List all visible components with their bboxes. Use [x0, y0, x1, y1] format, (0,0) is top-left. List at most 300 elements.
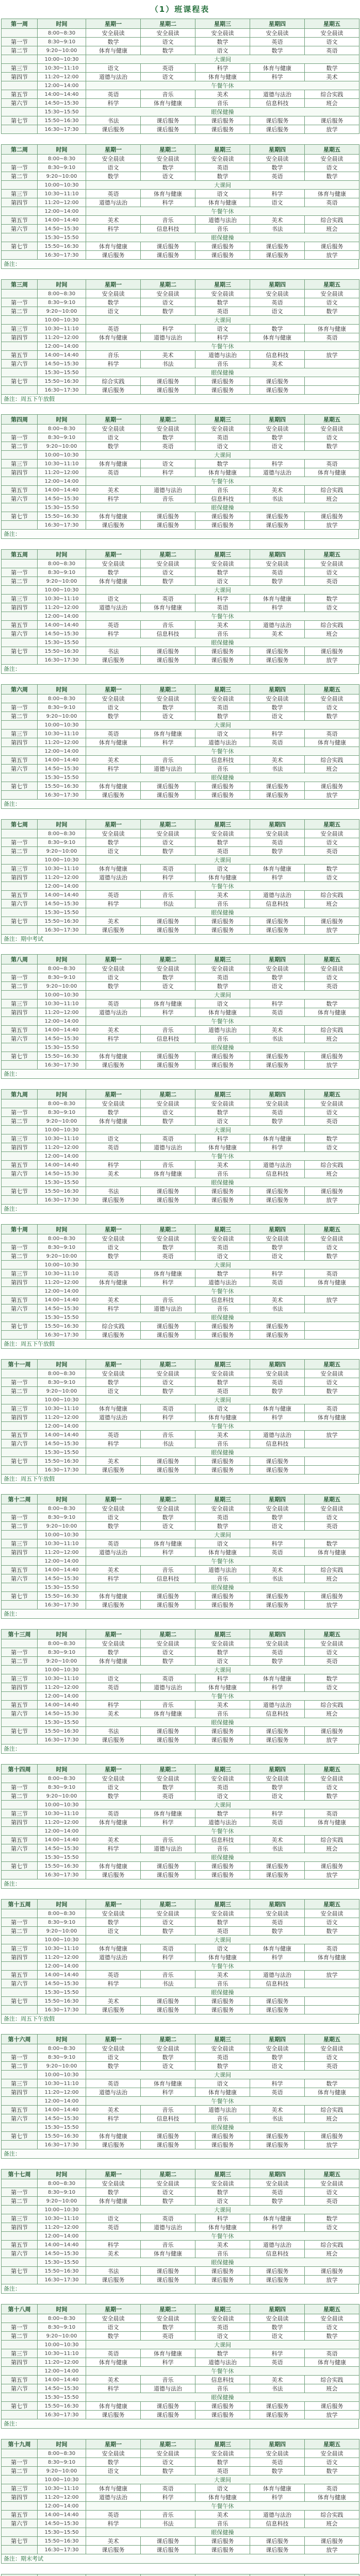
subject-cell: 体育与健康: [195, 468, 250, 477]
subject-cell: 数学: [141, 1387, 195, 1396]
table-row: [2, 973, 359, 982]
break-row: [2, 55, 359, 64]
timetable: [1, 819, 359, 935]
period-label: 第六节: [2, 1170, 38, 1178]
subject-cell: 音乐: [141, 1026, 195, 1035]
subject-cell: 课后服务: [250, 1457, 305, 1466]
subject-cell: 课后服务: [141, 1457, 195, 1466]
period-label: 第四节: [2, 1548, 38, 1557]
subject-cell: 课后服务: [195, 2402, 250, 2411]
subject-cell: 课后服务: [141, 521, 195, 530]
subject-cell: 语文: [305, 838, 359, 847]
time-cell: 11:20~12:00: [38, 1008, 86, 1017]
subject-cell: 道德与法治: [250, 1701, 305, 1709]
subject-cell: 音乐: [141, 216, 195, 225]
time-cell: 16:30~17:30: [38, 2411, 86, 2419]
time-cell: 14:50~15:30: [38, 99, 86, 108]
subject-cell: 信息科技: [250, 1979, 305, 1988]
period-label: [2, 1178, 38, 1187]
subject-cell: 课后服务: [141, 782, 195, 791]
weekday-header: 星期五: [305, 2170, 359, 2179]
subject-cell: 语文: [305, 2458, 359, 2467]
subject-cell: [305, 1979, 359, 1988]
period-label: [2, 2276, 38, 2284]
weekday-header: 星期三: [195, 1225, 250, 1234]
time-cell: 8:00~8:30: [38, 1909, 86, 1918]
subject-cell: 英语: [250, 2358, 305, 2367]
subject-cell: 放学: [305, 1196, 359, 1205]
time-cell: 16:30~17:30: [38, 2276, 86, 2284]
table-row: [2, 2114, 359, 2123]
subject-cell: 体育与健康: [250, 865, 305, 873]
subject-cell: 音乐: [195, 1439, 250, 1448]
break-row: [2, 991, 359, 999]
time-cell: 15:30~15:50: [38, 2123, 86, 2132]
table-row: [2, 791, 359, 800]
table-row: [2, 1108, 359, 1117]
time-cell: 16:30~17:30: [38, 125, 86, 134]
subject-cell: 体育与健康: [86, 1818, 141, 1827]
week-section: [1, 549, 359, 674]
subject-cell: 科学: [195, 64, 250, 73]
break-row: [2, 908, 359, 917]
subject-cell: 英语: [250, 2458, 305, 2467]
weekday-header: 星期五: [305, 1495, 359, 1504]
period-label: 第一节: [2, 433, 38, 442]
weekday-header: 星期三: [195, 1765, 250, 1774]
period-label: 第四节: [2, 738, 38, 747]
break-label: 午餐午休: [86, 477, 359, 486]
break-label: 午餐午休: [86, 2502, 359, 2511]
table-row: [2, 1052, 359, 1061]
subject-cell: 课后服务: [305, 647, 359, 656]
weekday-header: [141, 2574, 195, 2576]
subject-cell: 科学: [86, 2114, 141, 2123]
subject-cell: 道德与法治: [250, 2511, 305, 2519]
weekday-header: [250, 2574, 305, 2576]
subject-cell: 安全晨读: [305, 1234, 359, 1243]
time-cell: 12:00~14:00: [38, 1422, 86, 1431]
table-row: [2, 1918, 359, 1927]
period-label: 第三节: [2, 1944, 38, 1953]
subject-cell: 课后服务: [250, 1727, 305, 1736]
subject-cell: 体育与健康: [141, 1170, 195, 1178]
time-cell: 8:30~9:10: [38, 433, 86, 442]
subject-cell: 课后服务: [86, 2006, 141, 2014]
weekday-header: 星期四: [250, 1360, 305, 1369]
period-label: 第七节: [2, 2132, 38, 2141]
subject-cell: 班会: [305, 1170, 359, 1178]
week-label: 第十四周: [2, 1765, 38, 1774]
subject-cell: 科学: [250, 1269, 305, 1278]
subject-cell: 科学: [86, 630, 141, 638]
subject-cell: 美术: [195, 1971, 250, 1979]
subject-cell: 体育与健康: [86, 242, 141, 251]
subject-cell: 英语: [195, 1927, 250, 1936]
subject-cell: 课后服务: [305, 1052, 359, 1061]
subject-cell: 语文: [141, 568, 195, 577]
subject-cell: 体育与健康: [141, 99, 195, 108]
weekday-header: 星期五: [305, 145, 359, 155]
table-row: [2, 2511, 359, 2519]
subject-cell: 科学: [141, 873, 195, 882]
subject-cell: 美术: [195, 2241, 250, 2249]
weekday-header: 星期一: [86, 145, 141, 155]
break-row: [2, 2476, 359, 2484]
week-section: [1, 684, 359, 809]
period-label: 第三节: [2, 1539, 38, 1548]
subject-cell: 安全晨读: [86, 1639, 141, 1648]
subject-cell: 课后服务: [141, 1052, 195, 1061]
break-label: 大课间: [86, 2476, 359, 2484]
break-label: 午餐午休: [86, 2232, 359, 2241]
time-cell: 14:00~14:40: [38, 1836, 86, 1844]
period-label: [2, 638, 38, 647]
subject-cell: 科学: [250, 603, 305, 612]
table-row: [2, 155, 359, 163]
period-label: 第一节: [2, 973, 38, 982]
period-label: 第四节: [2, 873, 38, 882]
timetable: [1, 1764, 359, 1879]
subject-cell: 英语: [305, 1117, 359, 1126]
subject-cell: 放学: [305, 1296, 359, 1304]
week-section: [1, 279, 359, 404]
break-row: [2, 1801, 359, 1809]
subject-cell: 课后服务: [141, 1187, 195, 1196]
subject-cell: 综合实践: [305, 2511, 359, 2519]
subject-cell: 安全晨读: [305, 1369, 359, 1378]
weekday-header: 星期一: [86, 280, 141, 290]
timetable: [1, 144, 359, 260]
period-label: 第一节: [2, 2053, 38, 2062]
week-label: 第五周: [2, 550, 38, 560]
time-cell: 15:30~15:50: [38, 2528, 86, 2537]
subject-cell: 体育与健康: [86, 577, 141, 586]
subject-cell: 数学: [86, 982, 141, 991]
period-label: [2, 451, 38, 460]
subject-cell: 英语: [141, 2214, 195, 2223]
subject-cell: 安全晨读: [141, 964, 195, 973]
time-cell: 9:20~10:00: [38, 2197, 86, 2206]
time-cell: 8:30~9:10: [38, 568, 86, 577]
subject-cell: 课后服务: [195, 2006, 250, 2014]
time-cell: 10:30~11:10: [38, 1404, 86, 1413]
subject-cell: 道德与法治: [250, 1431, 305, 1439]
subject-cell: 英语: [305, 577, 359, 586]
subject-cell: 安全晨读: [86, 1369, 141, 1378]
table-row: [2, 1979, 359, 1988]
subject-cell: 综合实践: [305, 2376, 359, 2384]
subject-cell: 体育与健康: [141, 999, 195, 1008]
period-label: 第四节: [2, 2223, 38, 2232]
table-row: [2, 847, 359, 856]
subject-cell: 英语: [305, 198, 359, 207]
week-section: [1, 1494, 359, 1619]
table-row: [2, 1322, 359, 1331]
break-label: 午餐午休: [86, 1287, 359, 1296]
week-note: 备注：: [1, 530, 359, 539]
subject-cell: 语文: [305, 298, 359, 307]
table-row: [2, 1008, 359, 1017]
time-cell: 8:00~8:30: [38, 2449, 86, 2458]
subject-cell: 道德与法治: [195, 738, 250, 747]
weekday-header: 星期五: [305, 2304, 359, 2314]
subject-cell: 信息科技: [195, 1296, 250, 1304]
period-label: [2, 791, 38, 800]
subject-cell: 体育与健康: [141, 1539, 195, 1548]
break-row: [2, 2232, 359, 2241]
subject-cell: 英语: [305, 1404, 359, 1413]
subject-cell: 课后服务: [305, 1592, 359, 1601]
time-cell: 8:30~9:10: [38, 1108, 86, 1117]
subject-cell: 英语: [195, 1783, 250, 1792]
time-cell: 14:50~15:30: [38, 765, 86, 773]
subject-cell: 体育与健康: [86, 333, 141, 342]
weekday-header: 星期一: [86, 1630, 141, 1639]
subject-cell: 美术: [86, 2537, 141, 2546]
time-cell: 15:30~15:50: [38, 1043, 86, 1052]
subject-cell: 体育与健康: [250, 2214, 305, 2223]
week-label: 第七周: [2, 820, 38, 829]
subject-cell: 语文: [86, 163, 141, 172]
subject-cell: 语文: [305, 2053, 359, 2062]
period-label: 第二节: [2, 1252, 38, 1261]
period-label: 第三节: [2, 190, 38, 198]
table-row: [2, 1639, 359, 1648]
subject-cell: 科学: [86, 2384, 141, 2393]
document-title: （1）班课程表: [150, 5, 210, 14]
subject-cell: 放学: [305, 2141, 359, 2149]
period-label: 第七节: [2, 1052, 38, 1061]
subject-cell: 语文: [86, 2214, 141, 2223]
subject-cell: 课后服务: [86, 2546, 141, 2554]
subject-cell: 科学: [141, 738, 195, 747]
period-label: [2, 1043, 38, 1052]
subject-cell: 课后服务: [250, 2402, 305, 2411]
subject-cell: 美术: [86, 917, 141, 926]
table-row: [2, 1657, 359, 1666]
subject-cell: 语文: [86, 433, 141, 442]
subject-cell: 综合实践: [305, 2241, 359, 2249]
subject-cell: 美术: [86, 1457, 141, 1466]
subject-cell: 安全晨读: [250, 560, 305, 568]
table-row: [2, 1871, 359, 1879]
week-note: 备注：: [1, 1609, 359, 1619]
weekday-header: 星期四: [250, 685, 305, 694]
time-cell: 14:00~14:40: [38, 1296, 86, 1304]
subject-cell: 英语: [195, 603, 250, 612]
subject-cell: [305, 386, 359, 395]
time-header: 时间: [38, 145, 86, 155]
table-row: [2, 560, 359, 568]
period-label: 第二节: [2, 2197, 38, 2206]
subject-cell: 课后服务: [250, 791, 305, 800]
table-row: [2, 891, 359, 900]
subject-cell: 英语: [305, 2349, 359, 2358]
break-row: [2, 1313, 359, 1322]
break-row: [2, 1422, 359, 1431]
subject-cell: 安全晨读: [250, 1504, 305, 1513]
time-cell: 9:20~10:00: [38, 1522, 86, 1531]
subject-cell: 安全晨读: [141, 425, 195, 433]
break-row: [2, 1962, 359, 1971]
time-cell: 11:20~12:00: [38, 603, 86, 612]
subject-cell: 安全晨读: [250, 425, 305, 433]
subject-cell: 英语: [305, 1944, 359, 1953]
subject-cell: 安全晨读: [86, 829, 141, 838]
subject-cell: 英语: [305, 1809, 359, 1818]
period-label: [2, 1666, 38, 1674]
time-cell: 12:00~14:00: [38, 2502, 86, 2511]
subject-cell: 体育与健康: [86, 2132, 141, 2141]
subject-cell: 体育与健康: [305, 1413, 359, 1422]
break-row: [2, 1557, 359, 1566]
period-label: 第四节: [2, 1278, 38, 1287]
table-row: [2, 964, 359, 973]
time-cell: 8:30~9:10: [38, 2323, 86, 2332]
subject-cell: 数学: [305, 712, 359, 721]
weekday-header: 星期一: [86, 2170, 141, 2179]
subject-cell: 放学: [305, 1061, 359, 1070]
subject-cell: 课后服务: [305, 116, 359, 125]
weekday-header: 星期四: [250, 2304, 305, 2314]
subject-cell: 安全晨读: [86, 1774, 141, 1783]
period-label: 第四节: [2, 1818, 38, 1827]
subject-cell: 课后服务: [141, 1601, 195, 1609]
table-row: [2, 1387, 359, 1396]
subject-cell: 科学: [250, 1539, 305, 1548]
subject-cell: 课后服务: [141, 2141, 195, 2149]
period-label: 第五节: [2, 756, 38, 765]
subject-cell: 课后服务: [195, 2537, 250, 2546]
subject-cell: 书法: [250, 225, 305, 233]
subject-cell: 音乐: [195, 1304, 250, 1313]
time-cell: 11:20~12:00: [38, 2493, 86, 2502]
subject-cell: 语文: [141, 460, 195, 468]
period-label: [2, 2367, 38, 2376]
subject-cell: 音乐: [195, 2249, 250, 2258]
week-section: [1, 1089, 359, 1214]
time-cell: 14:50~15:30: [38, 1574, 86, 1583]
subject-cell: 语文: [305, 1108, 359, 1117]
subject-cell: 安全晨读: [250, 29, 305, 38]
break-label: 眼保健操: [86, 773, 359, 782]
subject-cell: 课后服务: [141, 116, 195, 125]
subject-cell: 数学: [305, 1252, 359, 1261]
table-row: [2, 1566, 359, 1574]
subject-cell: 英语: [86, 1683, 141, 1692]
break-row: [2, 2393, 359, 2402]
subject-cell: 课后服务: [86, 386, 141, 395]
time-cell: 15:50~16:30: [38, 2132, 86, 2141]
subject-cell: 安全晨读: [86, 1909, 141, 1918]
subject-cell: 美术: [250, 1566, 305, 1574]
subject-cell: 英语: [250, 172, 305, 181]
subject-cell: 课后服务: [250, 2276, 305, 2284]
subject-cell: 课后服务: [141, 2006, 195, 2014]
subject-cell: 数学: [195, 298, 250, 307]
timetable: [1, 1089, 359, 1205]
subject-cell: 安全晨读: [141, 829, 195, 838]
subject-cell: 课后服务: [195, 2411, 250, 2419]
subject-cell: 数学: [250, 1513, 305, 1522]
subject-cell: 美术: [195, 1431, 250, 1439]
subject-cell: 体育与健康: [86, 1944, 141, 1953]
period-label: [2, 1422, 38, 1431]
subject-cell: 课后服务: [195, 1862, 250, 1871]
time-cell: 11:20~12:00: [38, 738, 86, 747]
week-label: 第三周: [2, 280, 38, 290]
subject-cell: 课后服务: [195, 647, 250, 656]
period-label: 第三节: [2, 1674, 38, 1683]
table-row: [2, 1809, 359, 1818]
break-label: 大课间: [86, 1936, 359, 1944]
time-cell: 15:30~15:50: [38, 1988, 86, 1997]
subject-cell: 体育与健康: [305, 1953, 359, 1962]
weekday-header: 星期一: [86, 820, 141, 829]
period-label: 第五节: [2, 891, 38, 900]
subject-cell: 音乐: [141, 621, 195, 630]
weekday-header: 星期二: [141, 955, 195, 964]
table-row: [2, 1792, 359, 1801]
time-cell: 8:30~9:10: [38, 1243, 86, 1252]
subject-cell: 课后服务: [195, 377, 250, 386]
period-label: 第七节: [2, 377, 38, 386]
table-row: [2, 2079, 359, 2088]
subject-cell: 语文: [141, 838, 195, 847]
subject-cell: 体育与健康: [305, 190, 359, 198]
table-row: [2, 630, 359, 638]
week-label: 第十一周: [2, 1360, 38, 1369]
time-cell: 10:30~11:10: [38, 460, 86, 468]
subject-cell: 课后服务: [141, 377, 195, 386]
break-label: 眼保健操: [86, 2393, 359, 2402]
table-row: [2, 1736, 359, 1744]
table-row: [2, 2044, 359, 2053]
subject-cell: 体育与健康: [195, 2493, 250, 2502]
subject-cell: 综合实践: [305, 756, 359, 765]
subject-cell: 课后服务: [195, 2132, 250, 2141]
time-cell: 14:50~15:30: [38, 2114, 86, 2123]
weekday-header: 星期四: [250, 1630, 305, 1639]
subject-cell: 课后服务: [141, 2537, 195, 2546]
subject-cell: 道德与法治: [250, 891, 305, 900]
weekday-header: 星期一: [86, 955, 141, 964]
subject-cell: 语文: [250, 307, 305, 316]
header-row: [2, 145, 359, 155]
subject-cell: 语文: [86, 1243, 141, 1252]
subject-cell: 语文: [195, 190, 250, 198]
subject-cell: 数学: [250, 46, 305, 55]
subject-cell: 道德与法治: [195, 351, 250, 360]
subject-cell: 班会: [305, 1574, 359, 1583]
subject-cell: 课后服务: [250, 2411, 305, 2419]
break-label: 午餐午休: [86, 1827, 359, 1836]
table-row: [2, 521, 359, 530]
break-row: [2, 503, 359, 512]
break-label: 大课间: [86, 316, 359, 325]
time-cell: 15:50~16:30: [38, 116, 86, 125]
week-note: 备注：周五下午放假: [1, 1475, 359, 1484]
subject-cell: 语文: [305, 433, 359, 442]
period-label: 第二节: [2, 1522, 38, 1531]
subject-cell: 美术: [250, 1836, 305, 1844]
break-row: [2, 2258, 359, 2267]
subject-cell: 课后服务: [305, 2537, 359, 2546]
time-cell: 10:00~10:30: [38, 1126, 86, 1134]
subject-cell: 语文: [86, 2467, 141, 2476]
subject-cell: 体育与健康: [141, 2349, 195, 2358]
